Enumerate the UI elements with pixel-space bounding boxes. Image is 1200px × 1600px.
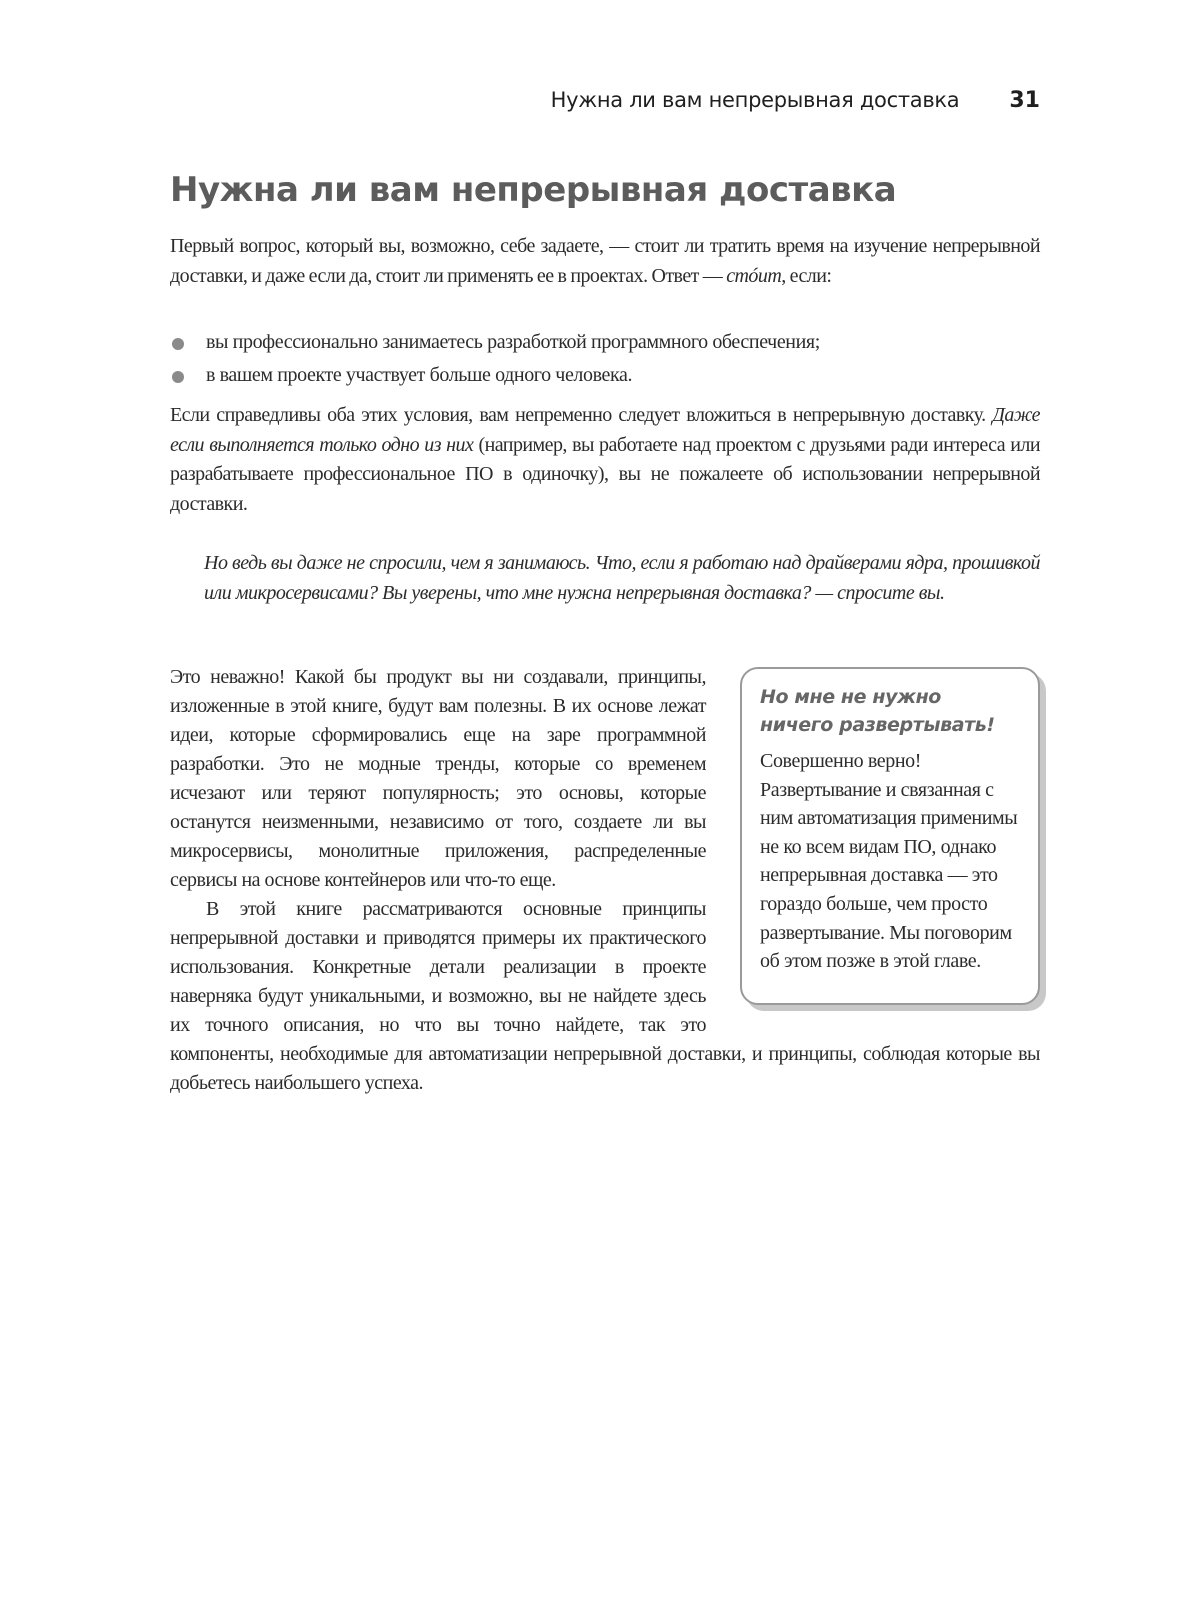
body-paragraph: Это неважно! Какой бы продукт вы ни создавали, принципы, изложенные в этой книге, будут вам полезны. В их основе лежат идеи, которые сформировались еще на заре программной разработки. Это не модные тренды, которые со временем исчезают или теряют популярность; это основы, которые останутся неизменными, независимо от того, создаете ли вы микросервисы, монолитные приложения, распределенные сервисы на основе контейнеров или что-то еще. xyxy=(170,666,706,891)
intro-emphasis: стóит xyxy=(726,264,782,287)
list-item xyxy=(170,359,1040,392)
main-body-text xyxy=(170,663,1040,1098)
reader-question-quote: Но ведь вы даже не спросили, чем я занимаюсь. Что, если я работаю над драйверами ядра, прошивкой или микросервисами? Вы уверены, что мне нужна непрерывная доставка? — спросите вы. xyxy=(204,552,1040,604)
bullet-icon xyxy=(172,338,184,350)
body-paragraph: В этой книге рассматриваются основные принципы непрерывной доставки и приводятся примеры их практического использования. Конкретные детали реализации в проекте наверняка будут уникальными, и возможно, вы не найдете здесь их точного описания, но что вы точно найдете, так это компоненты, необходимые для автоматизации непрерывной доставки, и принципы, соблюдая которые вы добьетесь наибольшего успеха. xyxy=(170,898,1040,1094)
conditions-text-end: (например, вы работаете над проектом с друзьями ради интереса или разрабатываете профессиональное ПО в одиночку), вы не пожалеете об использовании непрерывной доставки. xyxy=(170,433,1040,515)
section-title: Нужна ли вам непрерывная доставка xyxy=(170,170,897,210)
list-item-text: вы профессионально занимаетесь разработкой программного обеспечения; xyxy=(206,331,820,353)
conditions-text: Если справедливы оба этих условия, вам непременно следует вложиться в непрерывную доставку. xyxy=(170,404,993,426)
list-item-text: в вашем проекте участвует больше одного человека. xyxy=(206,364,633,386)
intro-text: Первый вопрос, который вы, возможно, себе задаете, — стоит ли тратить время на изучение непрерывной доставки, и даже если да, стоит ли применять ее в проектах. Ответ — xyxy=(170,235,1040,287)
running-header-title: Нужна ли вам непрерывная доставка xyxy=(550,88,960,112)
intro-text-end: , если: xyxy=(781,264,832,287)
list-item xyxy=(170,326,1040,359)
sidebar-note xyxy=(740,667,1040,1005)
conditions-list xyxy=(170,326,1040,392)
conditions-emphasis: Даже если выполняется только одно из них xyxy=(170,404,1040,456)
running-header xyxy=(170,88,1040,124)
sidebar-body: Совершенно верно! Развертывание и связанная с ним автоматизация применимы не ко всем видам ПО, однако непрерывная доставка — это гораздо больше, чем просто развертывание. Мы поговорим об этом позже в этой главе. xyxy=(760,750,1018,973)
page-number: 31 xyxy=(1009,88,1040,113)
conditions-paragraph xyxy=(170,401,1040,519)
bullet-icon xyxy=(172,371,184,383)
intro-paragraph xyxy=(170,232,1040,291)
sidebar-title: Но мне не нужно ничего развертывать! xyxy=(760,686,995,736)
